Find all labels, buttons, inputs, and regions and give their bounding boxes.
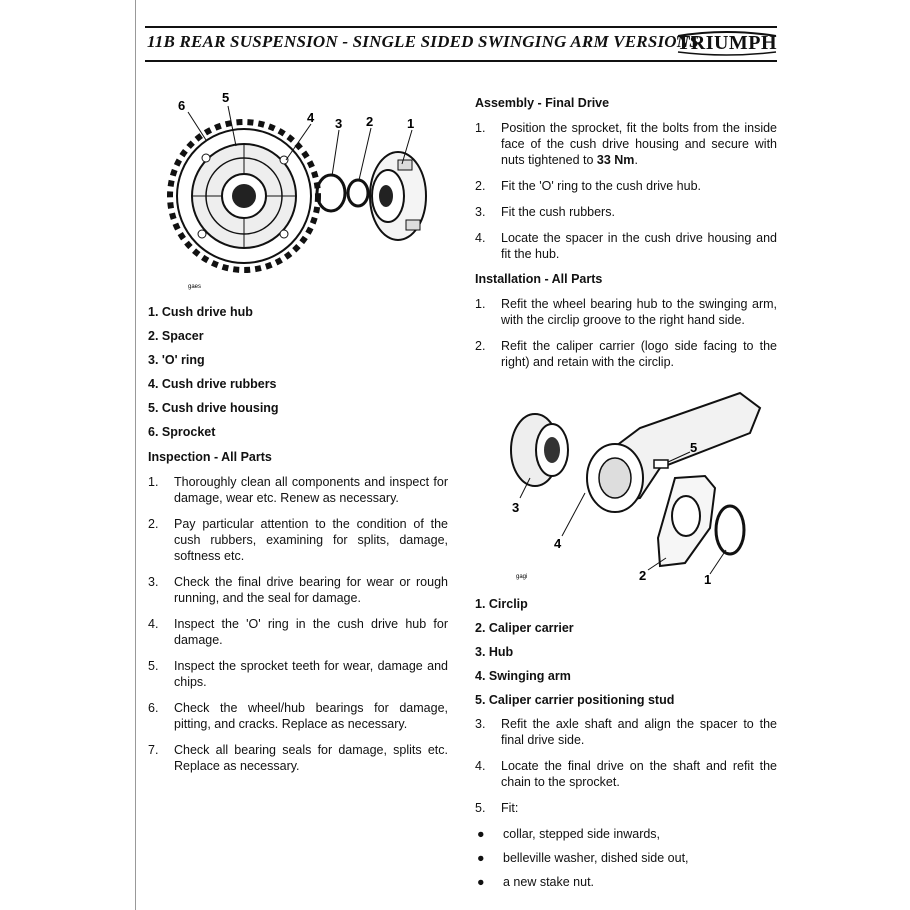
bullet-text: belleville washer, dished side out,: [503, 851, 689, 865]
callout-2: 2: [639, 568, 647, 583]
step-text: Refit the caliper carrier (logo side facing to the right) and retain with the circlip.: [501, 339, 777, 369]
step-text-main: Position the sprocket, fit the bolts from the inside face of the cush drive housing and secure with nuts tightened to: [501, 121, 777, 167]
callout-1: 1: [407, 116, 415, 131]
bullet-item: [475, 826, 777, 842]
cush-drive-illustration: [166, 88, 442, 293]
step-number: 5.: [148, 659, 159, 673]
bullet-icon: ●: [477, 851, 485, 865]
step-text: Thoroughly clean all components and inspect for damage, wear etc. Renew as necessary.: [174, 475, 448, 505]
inspection-step: [148, 658, 448, 690]
bullet-text: a new stake nut.: [503, 875, 595, 889]
inspection-heading: Inspection - All Parts: [148, 450, 272, 464]
installation-step: [475, 800, 777, 816]
step-text: Locate the spacer in the cush drive housing and fit the hub.: [501, 231, 777, 261]
installation-step: [475, 758, 777, 790]
step-number: 7.: [148, 743, 159, 757]
o-ring-drawing: [317, 175, 345, 211]
installation-heading: Installation - All Parts: [475, 272, 603, 286]
figure-code: gaes: [188, 284, 202, 290]
bullet-item: [475, 850, 777, 866]
swinging-arm-illustration: [490, 388, 780, 588]
callout-2: 2: [366, 114, 374, 129]
installation-step: [475, 716, 777, 748]
sprocket-drawing: [170, 122, 318, 270]
assembly-step: [475, 230, 777, 262]
caliper-carrier-drawing: [658, 476, 715, 566]
step-text: Inspect the 'O' ring in the cush drive hub for damage.: [174, 617, 448, 647]
step-number: 3.: [148, 575, 159, 589]
inspection-step: [148, 516, 448, 564]
step-number: 4.: [148, 617, 159, 631]
assembly-heading: Assembly - Final Drive: [475, 96, 610, 110]
step-text: Locate the final drive on the shaft and refit the chain to the sprocket.: [501, 759, 777, 789]
inspection-step: [148, 616, 448, 648]
figure-code: gagi: [516, 574, 528, 580]
callout-4: 4: [307, 110, 315, 125]
callout-3: 3: [335, 116, 343, 131]
legend-item: 3. 'O' ring: [148, 353, 205, 367]
step-number: 5.: [475, 801, 486, 815]
assembly-step: [475, 178, 777, 194]
legend-item: 2. Caliper carrier: [475, 621, 574, 635]
callout-3: 3: [512, 500, 520, 515]
bullet-icon: ●: [477, 875, 485, 889]
step-text: Fit the cush rubbers.: [501, 205, 615, 219]
step-text: Refit the axle shaft and align the spacer to the final drive side.: [501, 717, 777, 747]
bullet-text: collar, stepped side inwards,: [503, 827, 661, 841]
step-text: Fit:: [501, 801, 519, 815]
legend-item: 4. Cush drive rubbers: [148, 377, 277, 391]
parts-legend: [148, 300, 448, 444]
legend-item: 6. Sprocket: [148, 425, 216, 439]
step-text: Check the final drive bearing for wear or rough running, and the seal for damage.: [174, 575, 448, 605]
installation-step: [475, 338, 777, 370]
callout-5: 5: [690, 440, 698, 455]
hub-drawing: [370, 152, 426, 240]
parts-legend-2: [475, 592, 777, 712]
legend-item: 5. Caliper carrier positioning stud: [475, 693, 675, 707]
legend-item: 2. Spacer: [148, 329, 204, 343]
step-text: Refit the wheel bearing hub to the swinging arm, with the circlip groove to the right hand side.: [501, 297, 777, 327]
callout-4: 4: [554, 536, 562, 551]
legend-item: 5. Cush drive housing: [148, 401, 279, 415]
left-column: [148, 300, 448, 784]
step-number: 1.: [475, 297, 486, 311]
inspection-step: [148, 574, 448, 606]
callout-5: 5: [222, 90, 230, 105]
bullet-item: [475, 874, 777, 890]
brand-wordmark: TRIUMPH: [676, 32, 778, 54]
step-text: Check the wheel/hub bearings for damage, pitting, and cracks. Replace as necessary.: [174, 701, 448, 731]
header-rule-top: [145, 26, 777, 28]
cush-drive-exploded-figure: [166, 88, 442, 293]
positioning-stud-drawing: [654, 460, 668, 468]
circlip-drawing: [716, 506, 744, 554]
step-text: Check all bearing seals for damage, splits etc. Replace as necessary.: [174, 743, 448, 773]
step-number: 4.: [475, 231, 486, 245]
bullet-icon: ●: [477, 827, 485, 841]
inspection-step: [148, 474, 448, 506]
step-number: 2.: [475, 339, 486, 353]
spacer-drawing: [348, 180, 368, 206]
step-number: 4.: [475, 759, 486, 773]
step-text-end: .: [634, 153, 638, 167]
callout-1: 1: [704, 572, 712, 587]
assembly-step: [475, 120, 777, 168]
legend-item: 3. Hub: [475, 645, 514, 659]
page-edge-line: [135, 0, 136, 910]
step-number: 1.: [475, 121, 486, 135]
step-number: 6.: [148, 701, 159, 715]
header-rule-bottom: [145, 60, 777, 62]
caliper-carrier-figure: [490, 388, 780, 588]
callout-6: 6: [178, 98, 186, 113]
legend-item: 1. Cush drive hub: [148, 305, 253, 319]
step-text: Pay particular attention to the condition of the cush rubbers, examining for splits, damage, softness etc.: [174, 517, 448, 563]
torque-value: 33 Nm: [596, 153, 635, 167]
step-number: 2.: [148, 517, 159, 531]
step-text: [501, 120, 777, 168]
inspection-step: [148, 700, 448, 732]
inspection-step: [148, 742, 448, 774]
legend-item: 4. Swinging arm: [475, 669, 571, 683]
step-text: Fit the 'O' ring to the cush drive hub.: [501, 179, 702, 193]
step-number: 3.: [475, 717, 486, 731]
step-number: 2.: [475, 179, 486, 193]
step-text: Inspect the sprocket teeth for wear, damage and chips.: [174, 659, 448, 689]
hub-drawing: [511, 414, 568, 486]
step-number: 3.: [475, 205, 486, 219]
triumph-logo: [676, 30, 778, 56]
legend-item: 1. Circlip: [475, 597, 528, 611]
assembly-step: [475, 204, 777, 220]
installation-step: [475, 296, 777, 328]
page-title: 11B REAR SUSPENSION - SINGLE SIDED SWINGING ARM VERSIONS: [147, 32, 699, 51]
step-number: 1.: [148, 475, 159, 489]
